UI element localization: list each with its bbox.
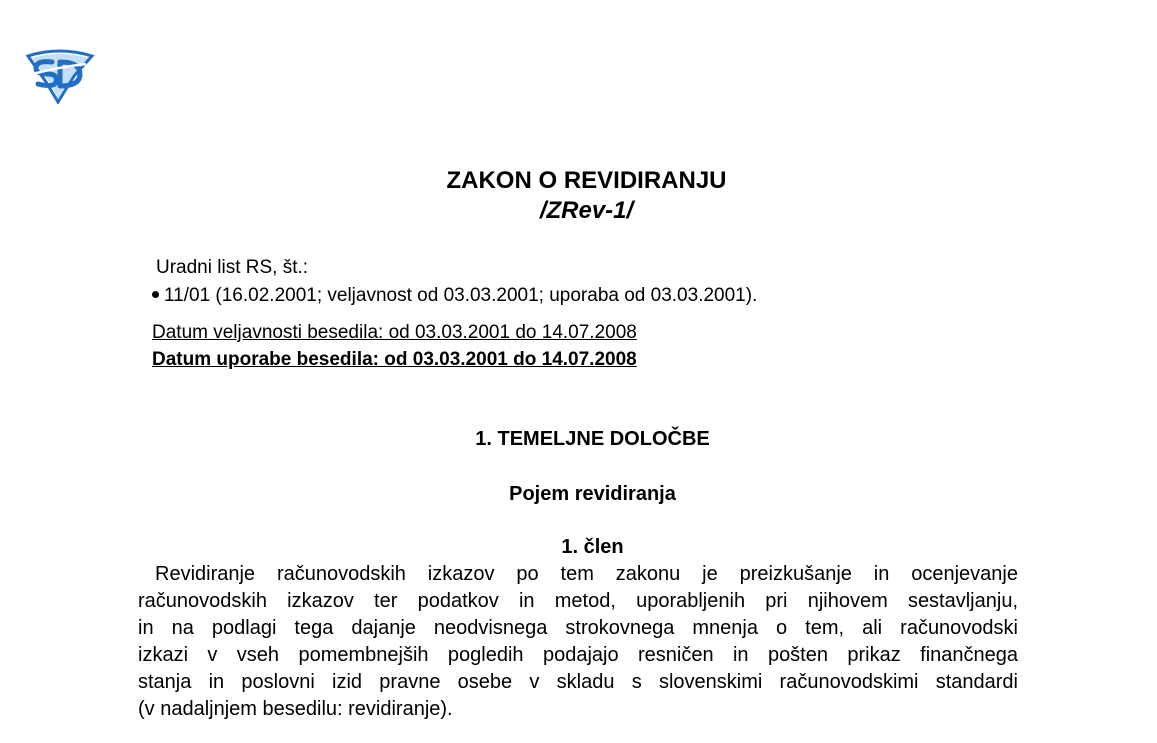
subject-heading: Pojem revidiranja (509, 483, 676, 505)
gazette-label: Uradni list RS, št.: (156, 257, 309, 278)
document-title: ZAKON O REVIDIRANJU (446, 167, 727, 194)
article-line: izkazi v vseh pomembnejših pogledih podajajo resničen in pošten prikaz finančnega (138, 644, 1018, 666)
article-line: računovodskih izkazov ter podatkov in metod, uporabljenih pri njihovem sestavljanju, (138, 590, 1018, 612)
article-heading: 1. člen (561, 536, 624, 558)
gazette-entry-text: 11/01 (16.02.2001; veljavnost od 03.03.2001; uporaba od 03.03.2001). (164, 285, 758, 306)
document-abbreviation: /ZRev-1/ (539, 197, 634, 224)
usage-link[interactable]: Datum uporabe besedila: od 03.03.2001 do 14.07.2008 (152, 349, 637, 370)
validity-link[interactable]: Datum veljavnosti besedila: od 03.03.2001 do 14.07.2008 (152, 322, 637, 343)
article-body (138, 561, 1018, 723)
section-heading: 1. TEMELJNE DOLOČBE (475, 428, 710, 450)
article-line: in na podlagi tega dajanje neodvisnega strokovnega mnenja o tem, ali računovodski (138, 617, 1018, 639)
article-line: (v nadaljnjem besedilu: revidiranje). (138, 698, 453, 720)
bullet-icon (152, 291, 159, 298)
sd-logo-icon (22, 46, 96, 104)
article-line: stanja in poslovni izid pravne osebe v skladu s slovenskimi računovodskimi standardi (138, 671, 1018, 693)
article-line: Revidiranje računovodskih izkazov po tem zakonu je preizkušanje in ocenjevanje (155, 563, 1018, 585)
gazette-entry (152, 284, 757, 308)
